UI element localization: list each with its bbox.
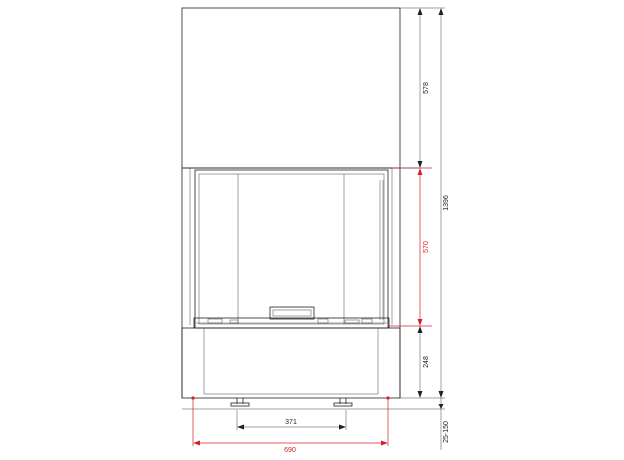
dimension-outer-width: 690 <box>284 447 296 454</box>
firebox-bottom-rail <box>194 318 389 328</box>
dimension-lines <box>237 8 445 450</box>
side-columns <box>182 168 400 398</box>
dimension-total-height: 1396 <box>443 195 450 211</box>
firebox <box>195 170 388 328</box>
hood <box>182 8 400 168</box>
dimension-top-height: 578 <box>423 82 430 94</box>
dimension-feet-spacing: 371 <box>285 419 297 426</box>
dimension-glass-height: 570 <box>423 241 430 253</box>
dimension-base-height: 248 <box>423 356 430 368</box>
door-handle <box>270 307 314 319</box>
base-plinth <box>182 328 400 398</box>
adjustable-feet <box>182 398 445 409</box>
dimension-adjustable-feet: 25-150 <box>443 421 450 443</box>
